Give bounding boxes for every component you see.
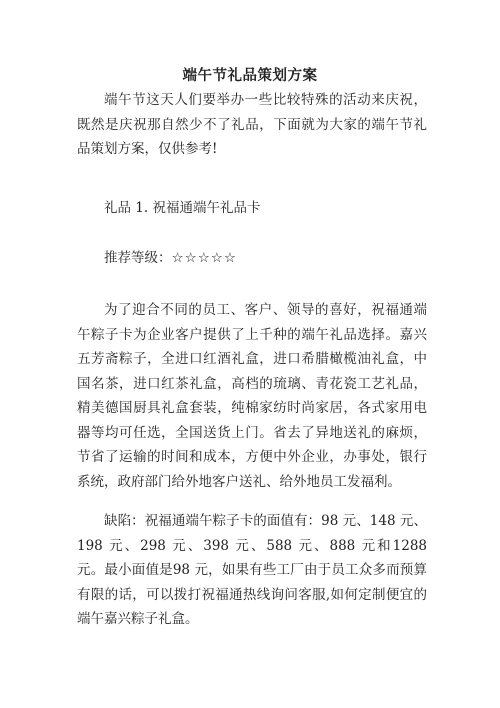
rating-line <box>77 246 427 270</box>
intro-paragraph: 端午节这天人们要举办一些比较特殊的活动来庆祝，既然是庆祝那自然少不了礼品，下面就为大家的端午节礼品策划方案，仅供参考! <box>77 92 427 157</box>
rating-label: 推荐等级： <box>104 250 172 266</box>
shortcoming-paragraph: 缺陷：祝福通端午粽子卡的面值有：98 元、148 元、198 元、298 元、398 元、588 元、888 元和1288 元。最小面值是98 元，如果有些工厂由于员工众多而预算有限的话，可以拨打祝福通热线询问客服,如何定制便宜的端午嘉兴粽子礼盒。 <box>77 513 427 627</box>
rating-stars: ☆☆☆☆☆ <box>171 250 238 266</box>
description-paragraph: 为了迎合不同的员工、客户、领导的喜好，祝福通端午粽子卡为企业客户提供了上千种的端午礼品选择。嘉兴五芳斋粽子，全进口红酒礼盒，进口希腊橄榄油礼盒，中国名茶，进口红茶礼盒，高档的琉璃、青花瓷工艺礼品，精美德国厨具礼盒套装，纯棉家纺时尚家居，各式家用电器等均可任选，全国送货上门。省去了异地送礼的麻烦，节省了运输的时间和成本，方便中外企业，办事处，银行系统，政府部门给外地客户送礼、给外地员工发福利。 <box>77 302 427 490</box>
document-title: 端午节礼品策划方案 <box>182 67 318 84</box>
gift-heading: 礼品 1. 祝福通端午礼品卡 <box>104 200 261 216</box>
